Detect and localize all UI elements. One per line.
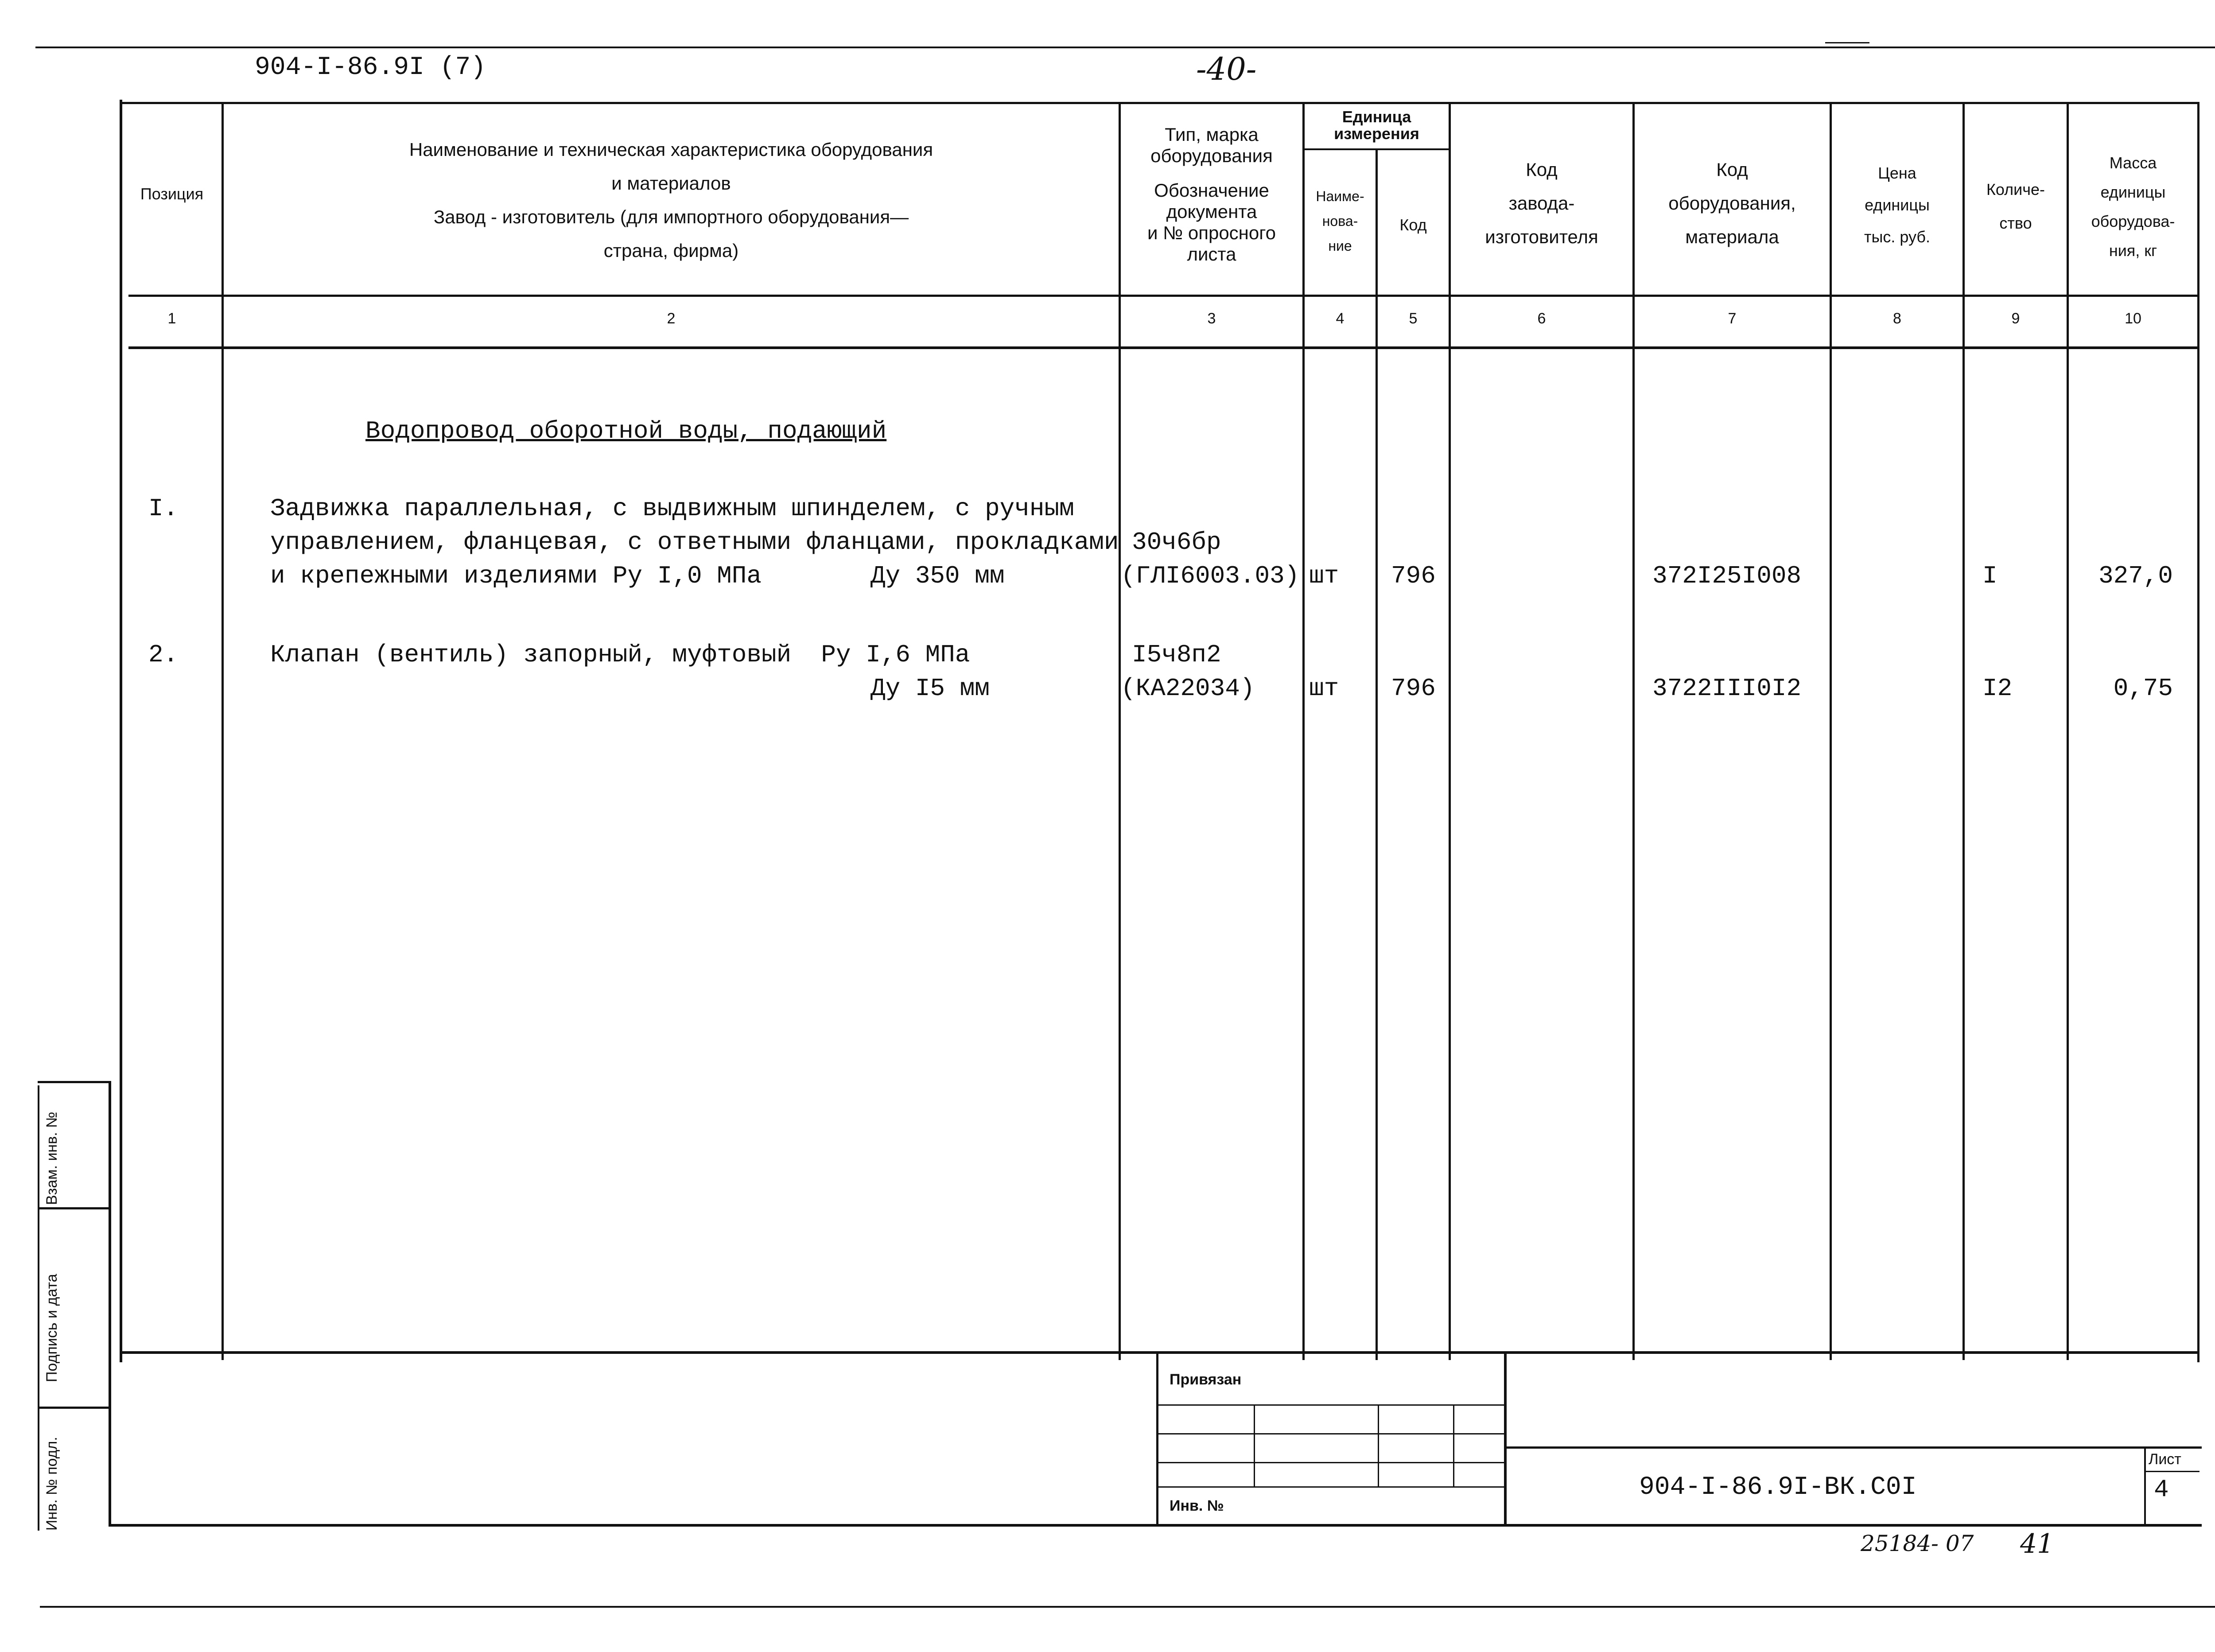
side-strip-line-2 [38, 1207, 111, 1209]
row1-type-line1: 30ч6бр [1132, 528, 1221, 556]
header-price: Цена единицы тыс. руб. [1864, 164, 1930, 246]
table-left-border [120, 100, 122, 1362]
row1-unit-code: 796 [1391, 562, 1436, 590]
row2-quantity: I2 [1982, 674, 2013, 703]
row2-equipment-code: 3722III0I2 [1652, 674, 1802, 703]
stamp-title-line [1504, 1446, 2202, 1449]
row2-type-line2: (КА22034) [1121, 674, 1255, 703]
col-sep-7 [1830, 102, 1832, 1360]
col-sep-2 [1119, 102, 1121, 1360]
col-sep-6 [1632, 102, 1635, 1360]
row2-position: 2. [148, 641, 179, 669]
side-label-podpis: Подпись и дата [43, 1274, 60, 1382]
row2-type-line1: I5ч8п2 [1132, 641, 1221, 669]
col-number-5: 5 [1409, 310, 1418, 327]
header-unit-name: Наиме- нова- ние [1316, 188, 1364, 254]
top-border-tick [1825, 42, 1869, 43]
header-equipment-code: Код оборудования, материала [1668, 159, 1796, 247]
stamp-inv-no: Инв. № [1170, 1497, 1224, 1514]
stamp-doc-designation: 904-I-86.9I-ВК.С0I [1639, 1473, 1917, 1502]
header-type: Тип, марка оборудования Обозначение документа и № опросного листа [1147, 124, 1276, 264]
row2-mass: 0,75 [2113, 674, 2173, 703]
row1-equipment-code: 372I25I008 [1652, 562, 1802, 590]
colnum-bottom-line [128, 346, 2197, 349]
col-number-7: 7 [1728, 310, 1737, 327]
section-title: Водопровод оборотной воды, подающий [365, 417, 887, 445]
col-sep-5 [1449, 102, 1451, 1360]
top-border-line [35, 47, 2215, 48]
stamp-sheet-sep [2144, 1449, 2146, 1524]
stamp-grid-col-3 [1453, 1404, 1454, 1486]
header-bottom-line [128, 295, 2197, 297]
col-number-10: 10 [2125, 310, 2141, 327]
row2-unit-name: шт [1309, 674, 1339, 703]
page-bottom-line [40, 1606, 2215, 1608]
stamp-grid-line-4 [1158, 1486, 1504, 1488]
row1-desc-line1: Задвижка параллельная, с выдвижным шпинделем, с ручным [270, 494, 1074, 523]
table-right-border [2197, 104, 2199, 1362]
col-sep-1 [222, 102, 224, 1360]
col-sep-8 [1962, 102, 1965, 1360]
row1-desc-line3: и крепежными изделиями Ру I,0 МПа [270, 562, 762, 590]
header-unit: Единица измерения [1334, 108, 1419, 143]
stamp-grid-col-1 [1254, 1404, 1255, 1486]
row1-type-line2: (ГЛI6003.03) [1121, 562, 1300, 590]
row1-desc-line2: управлением, фланцевая, с ответными фланцами, прокладками [270, 528, 1119, 556]
header-quantity: Количе- ство [1986, 180, 2045, 232]
header-name: Наименование и техническая характеристика оборудования и материалов Завод - изготовитель (для импортного оборудования— страна, фирма) [409, 139, 933, 261]
side-strip-right-line [109, 1081, 111, 1526]
row2-desc-line1: Клапан (вентиль) запорный, муфтовый Ру I,6 МПа [270, 641, 970, 669]
stamp-top-line [120, 1351, 2199, 1354]
stamp-privyazan: Привязан [1170, 1371, 1242, 1388]
side-strip-left-line [38, 1085, 39, 1531]
col-sep-4 [1376, 148, 1378, 1360]
side-label-inv-podl: Инв. № подл. [43, 1437, 60, 1531]
stamp-sep-left [1156, 1351, 1158, 1524]
header-mass: Масса единицы оборудова- ния, кг [2091, 154, 2175, 260]
col-sep-9 [2067, 102, 2069, 1360]
col-number-6: 6 [1537, 310, 1546, 327]
header-position: Позиция [140, 185, 204, 203]
stamp-grid-line-2 [1158, 1433, 1504, 1434]
col-sep-3 [1302, 102, 1305, 1360]
col-number-2: 2 [667, 310, 676, 327]
header-top-line [120, 102, 2199, 104]
bottom-handwritten-number: 41 [2020, 1528, 2054, 1559]
col-number-9: 9 [2011, 310, 2020, 327]
col-number-3: 3 [1207, 310, 1216, 327]
side-strip-line-3 [38, 1407, 111, 1409]
col-number-1: 1 [167, 310, 176, 327]
col-number-8: 8 [1893, 310, 1901, 327]
stamp-sep-right [1504, 1351, 1507, 1524]
row1-unit-name: шт [1309, 562, 1339, 590]
stamp-grid-line-1 [1158, 1404, 1504, 1406]
row1-nominal-diameter: Ду 350 мм [870, 562, 1005, 590]
row2-nominal-diameter: Ду I5 мм [870, 674, 990, 703]
stamp-bottom-line [109, 1524, 2202, 1527]
side-strip-top-line [38, 1081, 111, 1083]
page-number: -40- [1196, 51, 1257, 87]
header-factory-code: Код завода- изготовителя [1485, 159, 1598, 247]
stamp-grid-col-2 [1378, 1404, 1379, 1486]
header-unit-code: Код [1399, 216, 1427, 234]
row1-quantity: I [1982, 562, 1997, 590]
doc-code-header: 904-I-86.9I (7) [255, 53, 486, 82]
row1-position: I. [148, 494, 179, 523]
row1-mass: 327,0 [2098, 562, 2173, 590]
stamp-sheet-number: 4 [2154, 1475, 2169, 1504]
stamp-sheet-label: Лист [2149, 1451, 2181, 1468]
stamp-sheet-line [2144, 1471, 2199, 1472]
stamp-grid-line-3 [1158, 1462, 1504, 1463]
row2-unit-code: 796 [1391, 674, 1436, 703]
side-label-vzam: Взам. инв. № [43, 1112, 60, 1205]
col-number-4: 4 [1336, 310, 1345, 327]
bottom-handwritten-note: 25184- 07 [1861, 1531, 1974, 1556]
